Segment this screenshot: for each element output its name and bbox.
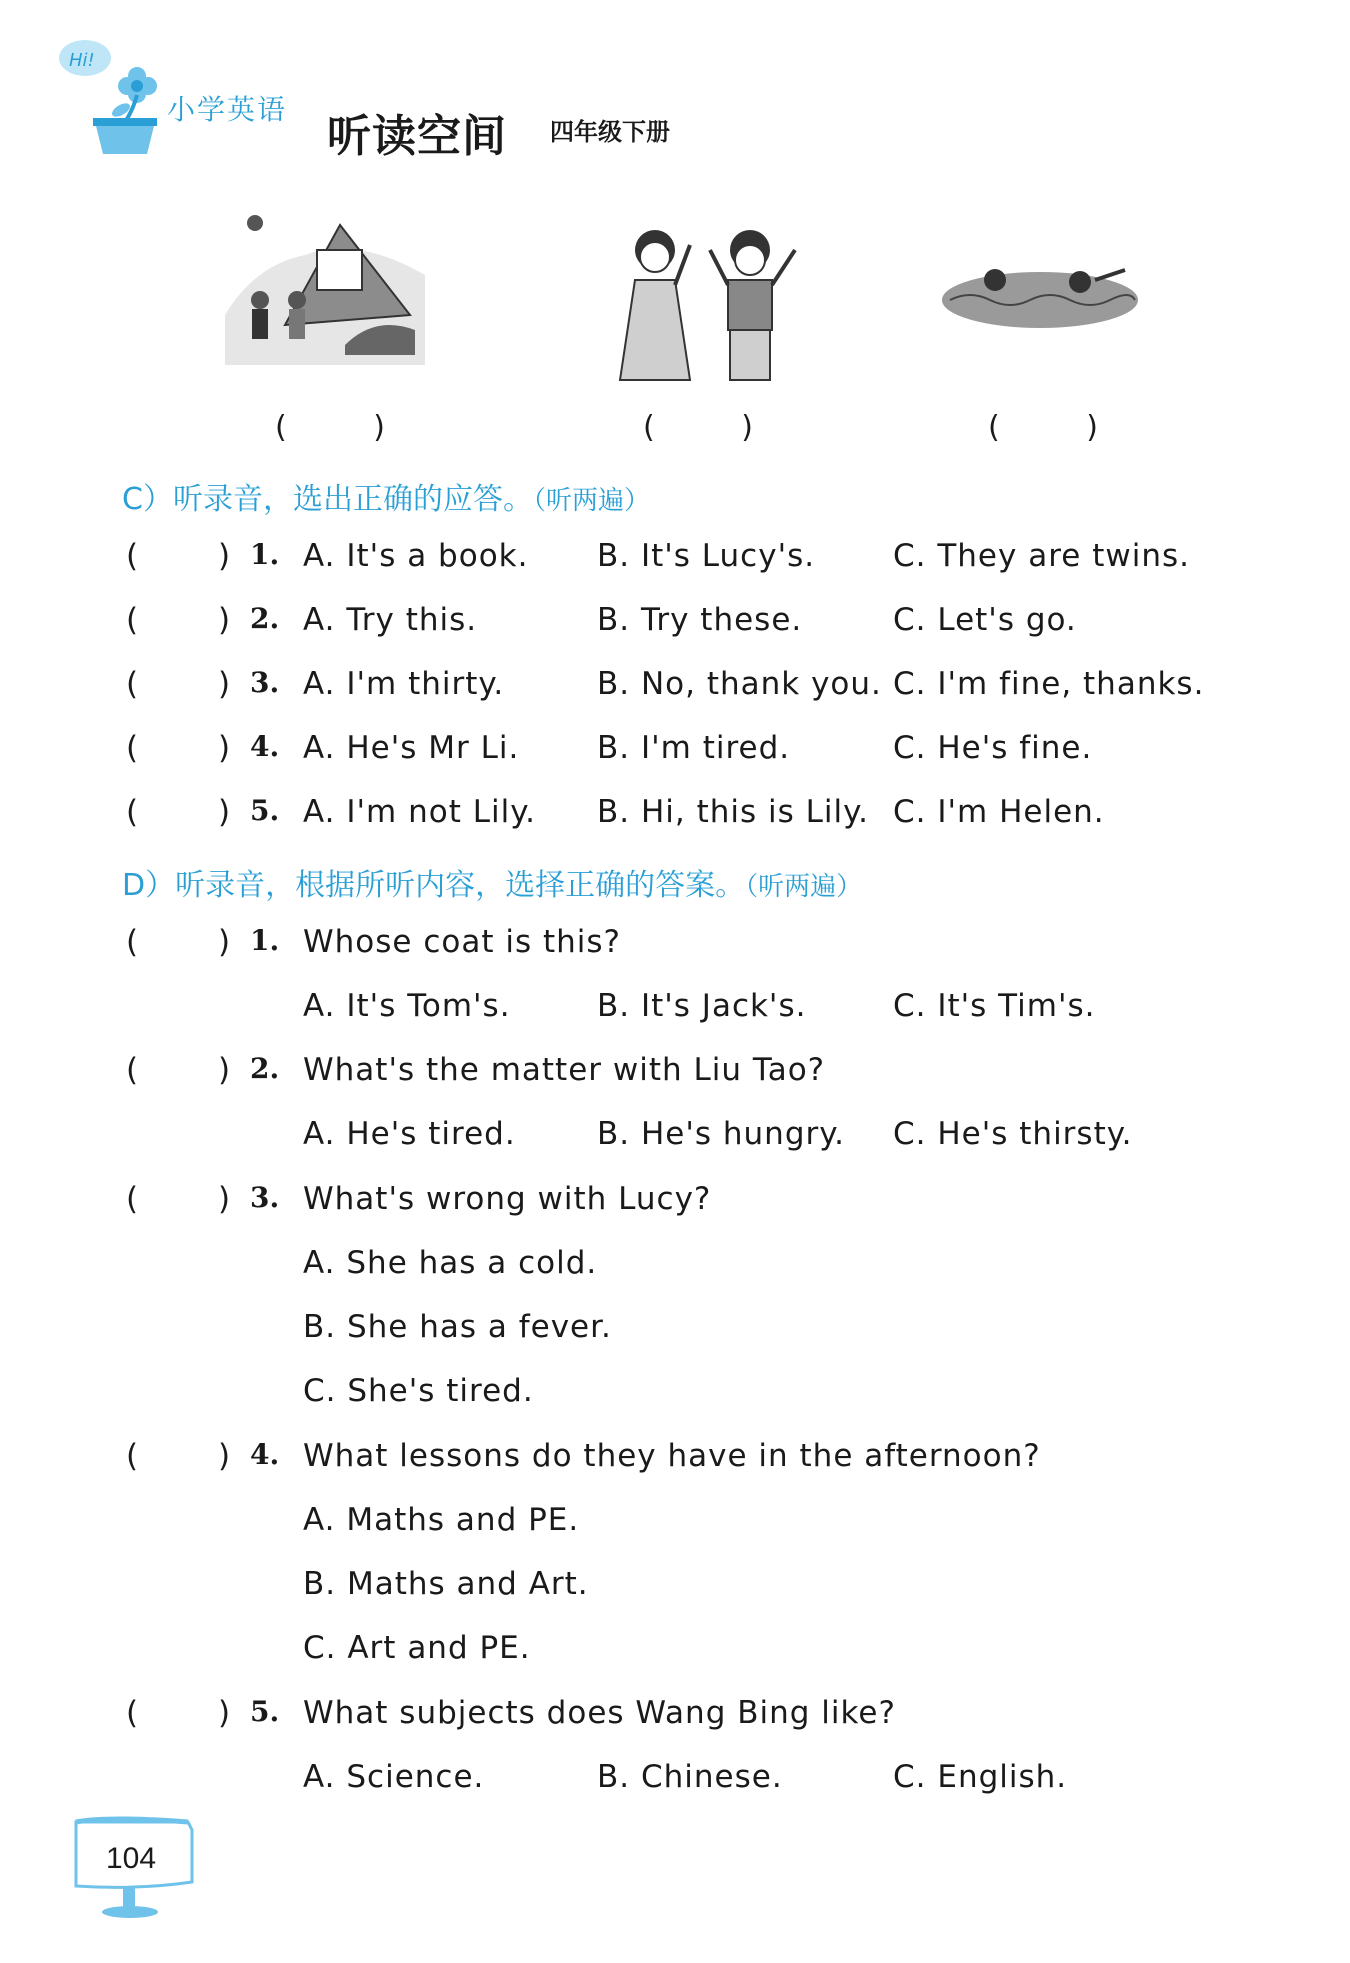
option-b: B. It's Lucy's. — [597, 538, 816, 574]
answer-paren-open[interactable]: ( — [126, 1695, 139, 1731]
option-b: B. Try these. — [597, 602, 803, 638]
section-d-item-3-option-b — [0, 1309, 1350, 1359]
option-c: C. He's fine. — [893, 730, 1093, 766]
item-number: 1. — [250, 538, 280, 571]
section-c-item-1 — [0, 538, 1350, 588]
section-d-item-4-option-a — [0, 1502, 1350, 1552]
question-text: What lessons do they have in the afternoon? — [303, 1438, 1041, 1474]
section-d-item-1 — [0, 924, 1350, 974]
section-d-title: D）听录音，根据所听内容，选择正确的答案。（听两遍） — [122, 868, 863, 903]
girls-waving-illustration — [600, 225, 810, 385]
section-c-item-5 — [0, 794, 1350, 844]
section-c-item-2 — [0, 602, 1350, 652]
answer-paren-open[interactable]: ( — [126, 1181, 139, 1217]
item-number: 3. — [250, 1181, 280, 1214]
question-text: What subjects does Wang Bing like? — [303, 1695, 896, 1731]
section-d-item-4 — [0, 1438, 1350, 1488]
option-b: B. Maths and Art. — [303, 1566, 589, 1602]
picture-answer-blank-2[interactable]: ( ) — [643, 410, 753, 445]
answer-paren-close[interactable]: ) — [218, 1181, 231, 1217]
section-d-item-5-options — [0, 1759, 1350, 1809]
picture-answer-blank-1[interactable]: ( ) — [275, 410, 385, 445]
option-a: A. I'm thirty. — [303, 666, 505, 702]
option-c: C. She's tired. — [303, 1373, 534, 1409]
option-b: B. It's Jack's. — [597, 988, 807, 1024]
svg-text:Hi!: Hi! — [69, 50, 95, 71]
answer-paren-close[interactable]: ) — [218, 794, 231, 830]
section-d-item-4-option-c — [0, 1630, 1350, 1680]
option-a: A. Maths and PE. — [303, 1502, 580, 1538]
page-header — [55, 30, 755, 160]
item-number: 3. — [250, 666, 280, 699]
listen-twice-note: （听两遍） — [532, 486, 650, 516]
section-d-item-5 — [0, 1695, 1350, 1745]
item-number: 5. — [250, 1695, 280, 1728]
section-d-item-2-options — [0, 1116, 1350, 1166]
item-number: 2. — [250, 602, 280, 635]
answer-paren-open[interactable]: ( — [126, 730, 139, 766]
answer-paren-open[interactable]: ( — [126, 538, 139, 574]
option-b: B. I'm tired. — [597, 730, 791, 766]
option-c: C. It's Tim's. — [893, 988, 1096, 1024]
option-c: C. Let's go. — [893, 602, 1077, 638]
section-d-item-3-option-a — [0, 1245, 1350, 1295]
answer-paren-close[interactable]: ) — [218, 924, 231, 960]
section-c-title: C）听录音，选出正确的应答。（听两遍） — [122, 482, 650, 517]
option-b: B. She has a fever. — [303, 1309, 612, 1345]
flower-pot-logo-icon — [55, 30, 175, 160]
section-d-item-1-options — [0, 988, 1350, 1038]
section-c-item-3 — [0, 666, 1350, 716]
answer-paren-open[interactable]: ( — [126, 794, 139, 830]
item-number: 4. — [250, 730, 280, 763]
option-a: A. Science. — [303, 1759, 485, 1795]
option-a: A. He's tired. — [303, 1116, 516, 1152]
option-b: B. Hi, this is Lily. — [597, 794, 869, 830]
item-number: 4. — [250, 1438, 280, 1471]
option-c: C. Art and PE. — [303, 1630, 531, 1666]
option-c: C. He's thirsty. — [893, 1116, 1133, 1152]
item-number: 1. — [250, 924, 280, 957]
camping-illustration — [225, 205, 425, 365]
answer-paren-close[interactable]: ) — [218, 1695, 231, 1731]
grade-label: 四年级下册 — [550, 118, 670, 146]
answer-paren-open[interactable]: ( — [126, 666, 139, 702]
option-a: A. Try this. — [303, 602, 478, 638]
item-number: 5. — [250, 794, 280, 827]
question-text: Whose coat is this? — [303, 924, 621, 960]
answer-paren-close[interactable]: ) — [218, 666, 231, 702]
question-text: What's the matter with Liu Tao? — [303, 1052, 826, 1088]
section-d-item-2 — [0, 1052, 1350, 1102]
picture-answer-blank-3[interactable]: ( ) — [988, 410, 1098, 445]
section-d-item-4-option-b — [0, 1566, 1350, 1616]
option-a: A. It's a book. — [303, 538, 529, 574]
option-b: B. Chinese. — [597, 1759, 783, 1795]
answer-paren-close[interactable]: ) — [218, 730, 231, 766]
answer-paren-close[interactable]: ) — [218, 538, 231, 574]
option-c: C. English. — [893, 1759, 1068, 1795]
option-c: C. I'm Helen. — [893, 794, 1105, 830]
section-d-item-3 — [0, 1181, 1350, 1231]
option-a: A. He's Mr Li. — [303, 730, 520, 766]
swimming-illustration — [940, 250, 1140, 340]
listen-twice-note: （听两遍） — [745, 872, 863, 902]
series-subtitle: 小学英语 — [167, 93, 288, 126]
option-a: A. It's Tom's. — [303, 988, 511, 1024]
answer-paren-close[interactable]: ) — [218, 1052, 231, 1088]
option-b: B. No, thank you. — [597, 666, 882, 702]
answer-paren-open[interactable]: ( — [126, 602, 139, 638]
option-c: C. They are twins. — [893, 538, 1190, 574]
option-c: C. I'm fine, thanks. — [893, 666, 1205, 702]
answer-paren-open[interactable]: ( — [126, 1052, 139, 1088]
question-text: What's wrong with Lucy? — [303, 1181, 712, 1217]
answer-paren-open[interactable]: ( — [126, 1438, 139, 1474]
option-b: B. He's hungry. — [597, 1116, 846, 1152]
answer-paren-open[interactable]: ( — [126, 924, 139, 960]
answer-paren-close[interactable]: ) — [218, 602, 231, 638]
item-number: 2. — [250, 1052, 280, 1085]
page-number: 104 — [106, 1842, 157, 1875]
option-a: A. I'm not Lily. — [303, 794, 536, 830]
section-d-item-3-option-c — [0, 1373, 1350, 1423]
option-a: A. She has a cold. — [303, 1245, 598, 1281]
section-c-item-4 — [0, 730, 1350, 780]
answer-paren-close[interactable]: ) — [218, 1438, 231, 1474]
series-title: 听读空间 — [327, 111, 507, 162]
page-number-badge — [68, 1812, 198, 1922]
